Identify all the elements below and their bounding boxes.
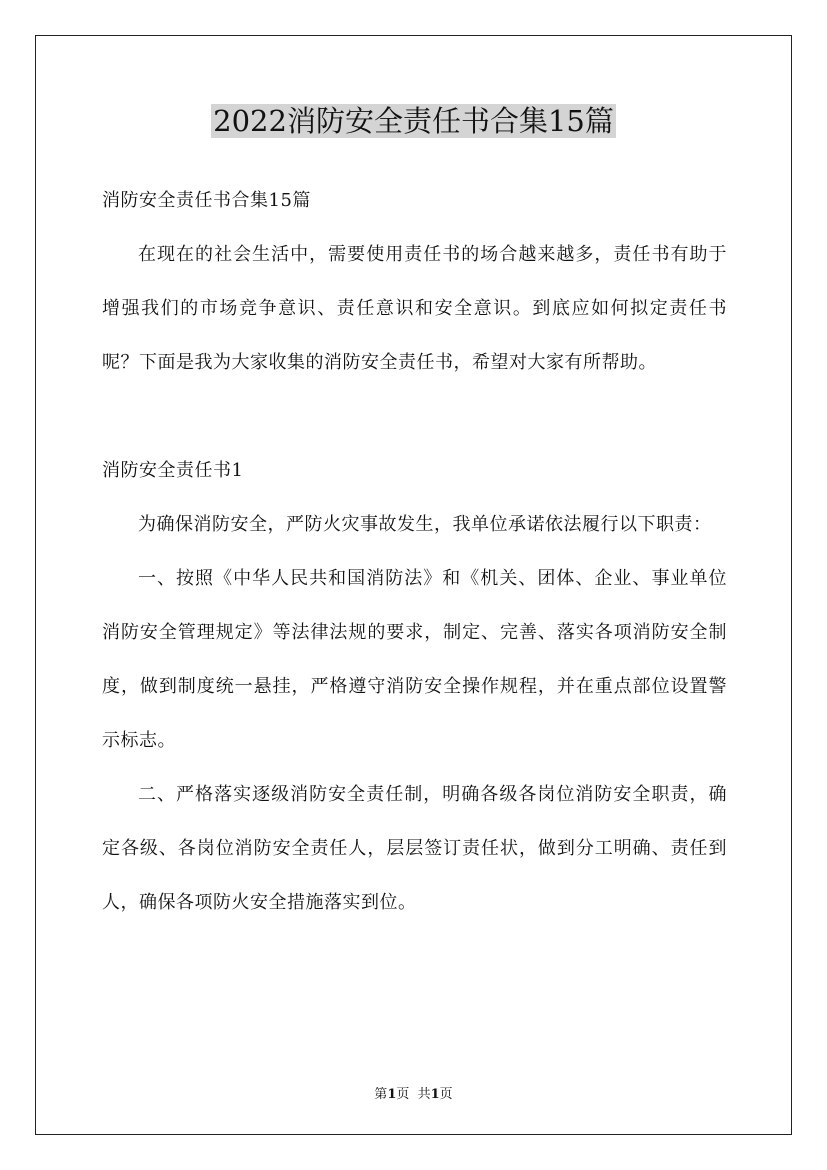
document-subtitle: 消防安全责任书合集15篇 xyxy=(102,190,311,211)
page-mid: 页 共 xyxy=(396,1087,431,1102)
document-title-text: 2022消防安全责任书合集15篇 xyxy=(213,104,614,138)
intro-paragraph: 在现在的社会生活中，需要使用责任书的场合越来越多，责任书有助于增强我们的市场竞争意识、责任意识和安全意识。到底应如何拟定责任书呢？下面是我为大家收集的消防安全责任书，希望对大家有所帮助。 xyxy=(102,244,727,373)
document-title xyxy=(0,100,827,142)
clause-paragraph-2: 二、严格落实逐级消防安全责任制，明确各级各岗位消防安全职责，确定各级、各岗位消防安全责任人，层层签订责任状，做到分工明确、责任到人，确保各项防火安全措施落实到位。 xyxy=(102,784,727,913)
section-intro-paragraph: 为确保消防安全，严防火灾事故发生，我单位承诺依法履行以下职责： xyxy=(138,514,712,535)
paragraph-gap xyxy=(102,390,727,444)
page-suffix: 页 xyxy=(439,1087,453,1102)
page-total: 1 xyxy=(430,1087,440,1102)
document-body xyxy=(102,174,727,930)
section-heading: 消防安全责任书1 xyxy=(102,460,244,481)
clause-paragraph-1: 一、按照《中华人民共和国消防法》和《机关、团体、企业、事业单位消防安全管理规定》等法律法规的要求，制定、完善、落实各项消防安全制度，做到制度统一悬挂，严格遵守消防安全操作规程，并在重点部位设置警示标志。 xyxy=(102,568,727,751)
page-footer xyxy=(0,1083,827,1102)
page-prefix: 第 xyxy=(374,1087,388,1102)
page-number: 1 xyxy=(387,1087,397,1102)
